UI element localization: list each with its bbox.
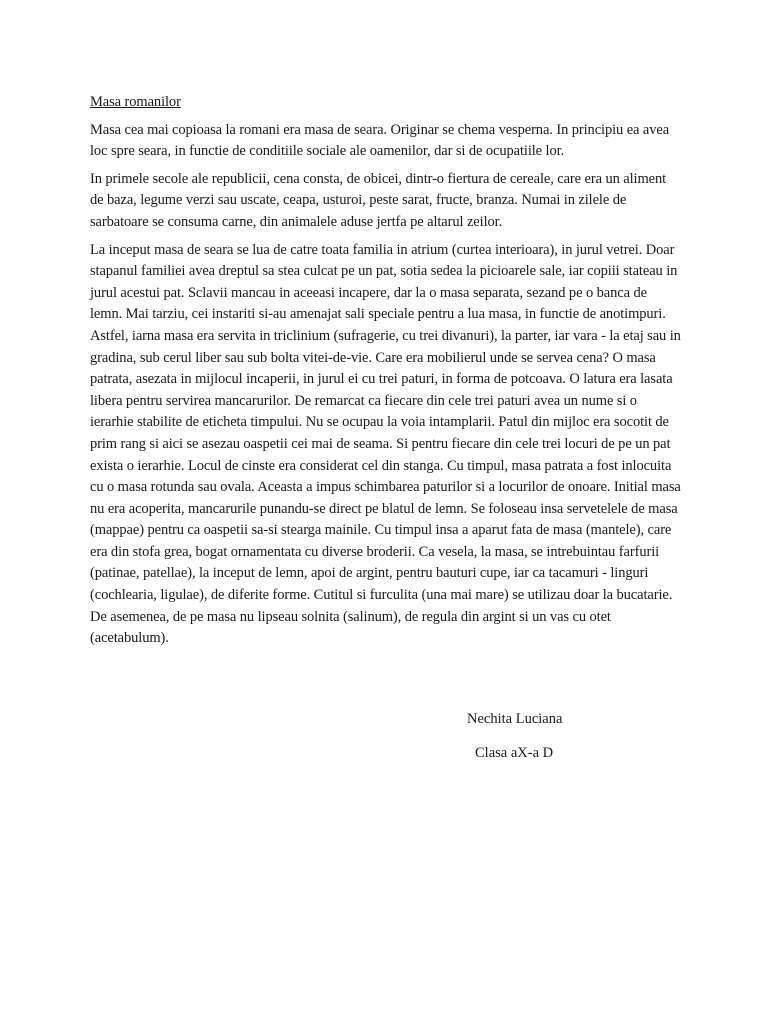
document-title: Masa romanilor	[90, 94, 181, 110]
paragraph-dining-customs: La inceput masa de seara se lua de catre toata familia in atrium (curtea interioara), in jurul vetrei. Doar stapanul familiei avea dreptul sa stea culcat pe un pat, sotia sedea la picioarele sale, iar copiii stateau in jurul acestui pat. Sclavii mancau in aceeasi incapere, dar la o masa separata, sezand pe o banca de lemn. Mai tarziu, cei instariti si-au amenajat sali speciale pentru a lua masa, in functie de anotimpuri. Astfel, iarna masa era servita in triclinium (sufragerie, cu trei divanuri), la parter, iar vara - la etaj sau in gradina, sub cerul liber sau sub bolta vitei-de-vie. Care era mobilierul unde se servea cena? O masa patrata, asezata in mijlocul incaperii, in jurul ei cu trei paturi, in forma de potcoava. O latura era lasata libera pentru servirea mancarurilor. De remarcat ca fiecare din cele trei paturi avea un nume si o ierarhie stabilite de eticheta timpului. Nu se ocupau la voia intamplarii. Patul din mijloc era socotit de prim rang si aici se asezau oaspetii cei mai de seama. Si pentru fiecare din cele trei locuri de pe un pat exista o ierarhie. Locul de cinste era considerat cel din stanga. Cu timpul, masa patrata a fost inlocuita cu o masa rotunda sau ovala. Aceasta a impus schimbarea paturilor si a locurilor de onoare. Initial masa nu era acoperita, mancarurile punandu-se direct pe blatul de lemn. Se foloseau insa servetelele de masa (mappae) pentru ca oaspetii sa-si stearga mainile. Cu timpul insa a aparut fata de masa (mantele), care era din stofa grea, bogat ornamentata cu diverse broderii. Ca vesela, la masa, se intrebuintau farfurii (patinae, patellae), la inceput de lemn, apoi de argint, pentru bauturi cupe, iar ca tacamuri - linguri (cochlearia, ligulae), de diferite forme. Cutitul si furculita (una mai mare) se utilizau doar la bucatarie. De asemenea, de pe masa nu lipseau solnita (salinum), de regula din argint si un vas cu otet (acetabulum).	[90, 241, 681, 647]
author-name: Nechita Luciana	[467, 711, 563, 727]
paragraph-intro: Masa cea mai copioasa la romani era masa de seara. Originar se chema vesperna. In principiu ea avea loc spre seara, in functie de conditiile sociale ale oamenilor, dar si de ocupatiile lor.	[90, 121, 670, 160]
author-class: Clasa aX-a D	[475, 745, 554, 761]
paragraph-early-republic: In primele secole ale republicii, cena consta, de obicei, dintr-o fiertura de cereale, care era un aliment de baza, legume verzi sau uscate, ceapa, usturoi, peste sarat, fructe, branza. Numai in zilele de sarbatoare se consuma carne, din animalele aduse jertfa pe altarul zeilor.	[90, 170, 667, 230]
document-body	[90, 92, 682, 656]
